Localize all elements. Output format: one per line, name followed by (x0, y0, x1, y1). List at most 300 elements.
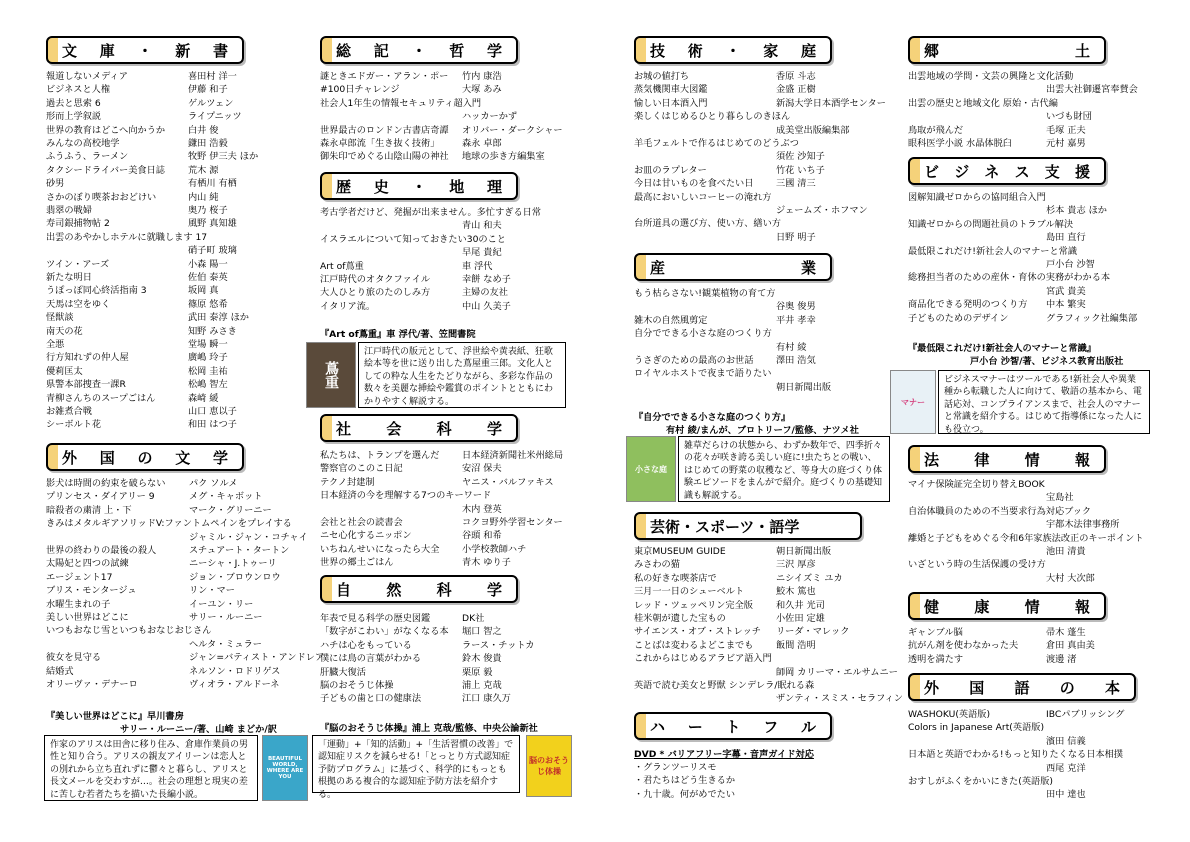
book-row (46, 231, 276, 244)
book-author: 成美堂出版編集部 (776, 124, 850, 136)
book-row (46, 164, 276, 177)
book-title: 今日は甘いものを食べたい日 (634, 178, 754, 190)
book-author: 元村 嘉男 (1046, 138, 1086, 149)
book-row (908, 518, 1152, 531)
book-row (320, 516, 590, 529)
book-title: きみはメタルギアソリッドV:ファントムペインをプレイする (46, 518, 292, 530)
rec-title-shizen: 『脳のおそうじ体操』浦上 克哉/監修、中央公論新社 (320, 723, 538, 734)
book-author: 竹内 康浩 (462, 71, 502, 82)
book-title: 謎ときエドガー・アラン・ポー (320, 71, 449, 82)
book-row (634, 572, 904, 585)
dvd-item: ・君たちはどう生きるか (634, 775, 736, 787)
book-title: ふうふう、ラーメン (46, 151, 129, 163)
book-row (908, 110, 1152, 123)
book-title: 美しい世界はどこに (46, 612, 129, 623)
book-title: ロイヤルホストで夜まで語りたい (634, 368, 772, 380)
book-row (908, 653, 1152, 666)
book-row (908, 245, 1152, 258)
book-title: テクノ封建制 (320, 476, 375, 488)
book-author: 倉田 真由美 (1046, 640, 1095, 652)
book-author: オリバー・ダークシャー (462, 124, 563, 136)
book-row (320, 692, 590, 705)
book-title: タクシードライバー美食日誌 (46, 164, 165, 176)
book-row (634, 124, 904, 137)
book-author: 杉本 貴志 ほか (1046, 205, 1107, 217)
book-author: 日野 明子 (776, 231, 816, 243)
book-row (634, 314, 904, 327)
book-row (634, 287, 904, 300)
book-title: うさぎのための最高のお世話 (634, 355, 754, 366)
book-author: 栗原 毅 (462, 666, 493, 678)
book-row (320, 666, 590, 679)
book-title: 翡翠の戦婦 (46, 205, 92, 216)
book-author: 森永 卓郎 (462, 138, 502, 149)
rec-description-rekishi: 江戸時代の版元として、浮世絵や黄表紙、狂歌絵本等を世に送り出した蔦屋重三郎。文化人としての粋な人生をたどりながら、多彩な作品の数々を美麗な挿絵や鑑賞のポイントとともにわかりやすく解説する。 (358, 342, 566, 408)
book-author: マーク・グリーニー (189, 504, 272, 516)
book-author: 谷奥 俊男 (776, 301, 816, 313)
book-title: 報道しないメディア (46, 71, 128, 82)
book-title: 南天の花 (46, 325, 83, 337)
book-author: 鮫木 篤也 (776, 586, 816, 598)
book-row (46, 311, 276, 324)
section-heading-gaikokugo: 外 国 語 の 本 (908, 673, 1136, 701)
book-author: 師岡 カリーマ・エルサムニー (776, 666, 898, 678)
book-title: レッド・ツェッペリン完全版 (634, 599, 753, 611)
book-author: 竹花 いち子 (776, 164, 825, 176)
book-row (46, 598, 306, 611)
book-title: 暗殺者の粛清 上・下 (46, 504, 132, 516)
book-row (320, 273, 590, 286)
book-title: Colors in Japanese Art(英語版) (908, 722, 1045, 734)
book-title: 会社と社会の読書会 (320, 517, 403, 528)
book-author: 須佐 沙知子 (776, 151, 825, 163)
book-title: いつもおなじ雪といつもおなじおじさん (46, 625, 212, 637)
book-author: 西尾 克洋 (1046, 762, 1086, 774)
book-row (908, 218, 1152, 231)
book-title: 出雲の歴史と地域文化 原始・古代編 (908, 97, 1058, 109)
book-row (634, 341, 904, 354)
book-author: パク ソルメ (189, 478, 238, 489)
book-author: 島田 直行 (1046, 232, 1086, 244)
book-author: 坂岡 真 (188, 285, 219, 297)
book-author: 日本経済新聞社米州総局 (462, 450, 564, 461)
book-author: 小森 陽一 (188, 258, 228, 270)
rec-title-business: 『最低限これだけ!新社会人のマナーと常識』 (908, 343, 1096, 354)
book-author: 浦上 克哉 (462, 680, 502, 691)
book-row (46, 638, 306, 651)
book-row (46, 217, 276, 230)
book-title: 世界の終わりの最後の殺人 (46, 545, 157, 556)
book-row (46, 137, 276, 150)
book-author: 佐伯 泰英 (188, 272, 228, 283)
book-row (46, 83, 276, 96)
book-title: 砂男 (46, 178, 65, 190)
book-title: 全悪 (46, 339, 65, 350)
book-row (320, 150, 590, 163)
book-row (320, 233, 590, 246)
book-author: ニーシャ・J.トゥーリ (189, 558, 277, 570)
section-heading-business: ビ ジ ネ ス 支 援 (908, 157, 1106, 185)
book-author: 牧野 伊三夫 ほか (188, 151, 259, 163)
book-title: 子どものためのデザイン (908, 312, 1009, 324)
book-title: これからはじめるアラビア語入門 (634, 653, 772, 665)
book-row (46, 571, 306, 584)
book-title: 出雲のあやかしホテルに就職します 17 (46, 231, 208, 243)
book-title: サイエンス・オブ・ストレッチ (634, 626, 761, 638)
book-title: ビジネスと人権 (46, 84, 111, 96)
book-author: 宮武 貴美 (1046, 285, 1086, 297)
book-author: 硝子町 玻璃 (188, 245, 237, 257)
book-row (908, 748, 1152, 761)
book-author: 和久井 光司 (776, 599, 825, 611)
section-heading-sangyo: 産 業 (634, 253, 832, 281)
book-title: 図解知識ゼロからの協同組合入門 (908, 192, 1046, 203)
book-title: 寿司銀捕物帖 2 (46, 218, 110, 230)
book-title: 水曜生まれの子 (46, 598, 111, 610)
book-row (908, 285, 1152, 298)
book-title: エージェント17 (46, 571, 113, 583)
book-row (908, 97, 1152, 110)
book-author: 青木 ゆり子 (462, 557, 511, 569)
rec-author-gaikoku: サリー・ルーニー/著、山崎 まどか/訳 (120, 724, 277, 735)
book-title: みんなの高校地学 (46, 138, 120, 149)
book-row (634, 558, 904, 571)
book-author: 毛塚 正夫 (1046, 124, 1086, 136)
book-row (46, 405, 276, 418)
book-row (908, 312, 1152, 325)
book-author: 奥乃 桜子 (188, 205, 228, 216)
book-row (46, 651, 325, 664)
book-title: 考古学者だけど、発掘が出来ません。多忙すぎる日常 (320, 207, 542, 218)
book-row (634, 300, 904, 313)
book-author: ザンティ・スミス・セラフィン (776, 693, 903, 705)
book-title: 透明を満たす (908, 653, 964, 665)
section-heading-heart: ハ ー ト フ ル (634, 712, 832, 740)
book-title: 江戸時代のオタクファイル (320, 274, 431, 285)
book-author: 木内 登英 (462, 503, 502, 515)
book-author: 地球の歩き方編集室 (462, 151, 545, 163)
book-row (634, 110, 904, 123)
book-author: 堂場 瞬一 (188, 339, 228, 350)
rec-description-shizen: 「運動」+「知的活動」+「生活習慣の改善」で認知症リスクを減らせる!「とっとり方式認知症予防プログラム」に基づく、科学的にもっとも根拠のある複合的な認知症予防方法を紹介する。 (312, 735, 520, 793)
book-author: 荒木 源 (188, 164, 219, 176)
dvd-item: ・九十歳。何がめでたい (634, 788, 736, 800)
book-row (320, 206, 590, 219)
book-row (908, 478, 1152, 491)
book-author: 山口 恵以子 (188, 406, 237, 417)
book-author: IBCパブリッシング (1046, 709, 1125, 720)
section-heading-kyodo: 郷 土 (908, 36, 1106, 64)
book-row (634, 367, 904, 380)
rec-description-gaikoku: 作家のアリスは田舎に移り住み、倉庫作業員の男性と知り合う。アリスの親友アイリーンは恋人との別れから立ち直れずに鬱々と暮らし、アリスと長文メールを交わすが…。社会の理想と現実の差に苦しむ若者たちを描いた長編小説。 (44, 735, 258, 801)
book-row (634, 354, 904, 367)
book-author: 喜田村 洋一 (188, 71, 237, 82)
book-row (46, 611, 306, 624)
book-author: 幸餅 なめ子 (462, 274, 511, 285)
book-row (46, 365, 276, 378)
book-row (46, 271, 276, 284)
book-title: ギャンブル脳 (908, 627, 963, 638)
book-row (46, 378, 276, 391)
book-title: 最高においしいコーヒーの淹れ方 (634, 191, 772, 203)
book-author: 風野 真知雄 (188, 218, 237, 230)
book-title: WASHOKU(英語版) (908, 709, 991, 720)
book-title: 日本語と英語でわかる!もっと知りたくなる日本相撲 (908, 749, 1123, 761)
book-row (46, 665, 306, 678)
book-row (46, 110, 276, 123)
book-author: 田中 達也 (1046, 789, 1086, 801)
book-row (46, 490, 306, 503)
book-row (320, 124, 590, 137)
book-row (908, 775, 1152, 788)
book-author: 安沼 保夫 (462, 463, 502, 475)
book-title: 太陽妃と四つの試練 (46, 558, 129, 570)
book-author: 渡邊 渚 (1046, 653, 1077, 665)
section-heading-bunko: 文 庫 ・ 新 書 (46, 36, 244, 64)
book-row (320, 476, 590, 489)
dvd-item: ・グランツーリスモ (634, 762, 717, 773)
book-title: 森永卓郎流「生き抜く技術」 (320, 138, 440, 149)
book-title: 英語で読む美女と野獣 シンデレラ/眠れる森 (634, 680, 815, 691)
book-title: 世界の教育はどこへ向かうか (46, 124, 166, 136)
book-title: 知識ゼロからの問題社員のトラブル解決 (908, 218, 1074, 230)
section-heading-kenko: 健 康 情 報 (908, 592, 1106, 620)
book-title: シーボルト花 (46, 419, 102, 431)
book-author: 大塚 あみ (462, 84, 502, 96)
book-row (46, 177, 276, 190)
book-author: いづも財団 (1046, 111, 1092, 123)
section-heading-shizen: 自 然 科 学 (320, 575, 518, 603)
book-row (634, 599, 904, 612)
book-title: 新たな明日 (46, 272, 92, 283)
book-row (908, 491, 1152, 504)
book-row (908, 572, 1152, 585)
book-title: 桂米朝が遺した宝もの (634, 613, 726, 624)
book-row (320, 543, 590, 556)
book-title: 彼女を見守る (46, 652, 102, 664)
book-row (634, 191, 904, 204)
book-row (908, 271, 1152, 284)
book-title: #100日チャレンジ (320, 84, 400, 96)
book-row (634, 83, 904, 96)
book-title: お城の値打ち (634, 71, 690, 82)
book-title: ハチは心をもっている (320, 639, 412, 651)
book-row (320, 625, 590, 638)
book-row (46, 477, 306, 490)
book-row (46, 191, 276, 204)
book-cover-tsutaju: 蔦重 (306, 342, 356, 408)
book-title: 東京MUSEUM GUIDE (634, 546, 726, 557)
book-title: 自分でできる小さな庭のつくり方 (634, 328, 772, 340)
book-row (46, 284, 276, 297)
book-title: 総務担当者のための産休・育休の実務がわかる本 (908, 272, 1111, 284)
book-title: いちねんせいになったら大全 (320, 543, 440, 555)
book-row (320, 83, 590, 96)
book-author: ネルソン・ロドリゲス (189, 665, 281, 677)
book-title: Art of蔦重 (320, 260, 364, 272)
book-author: ヴィオラ・アルドーネ (189, 679, 280, 690)
book-row (320, 612, 590, 625)
book-author: 松岡 圭祐 (188, 365, 228, 377)
book-author: 香原 斗志 (776, 71, 816, 82)
book-row (320, 556, 590, 569)
book-author: 平井 孝幸 (776, 314, 816, 326)
book-row (46, 97, 276, 110)
book-title: プリンセス・ダイアリー 9 (46, 491, 155, 503)
book-row (46, 584, 306, 597)
book-cover-small-garden: 小さな庭 (626, 436, 676, 502)
book-author: 伊藤 和子 (188, 84, 228, 96)
book-author: 宇都木法律事務所 (1046, 519, 1120, 531)
book-row (46, 338, 276, 351)
book-title: 私の好きな喫茶店で (634, 572, 717, 584)
book-author: 出雲大社御遷宮奉賛会 (1046, 84, 1138, 96)
book-title: 肝臓大復活 (320, 666, 366, 678)
book-title: 羊毛フェルトで作るはじめてのどうぶつ (634, 138, 799, 149)
book-row (908, 788, 1152, 801)
section-heading-horitsu: 法 律 情 報 (908, 445, 1106, 473)
book-row (320, 70, 590, 83)
book-author: スチュアート・タートン (189, 545, 290, 556)
section-heading-gijutsu: 技 術 ・ 家 庭 (634, 36, 832, 64)
book-row (634, 679, 904, 692)
book-row (634, 545, 904, 558)
book-row (908, 191, 1152, 204)
book-author: 廣嶋 玲子 (188, 352, 228, 364)
book-row (320, 110, 590, 123)
book-author: 大村 大次郎 (1046, 572, 1095, 584)
book-author: ハッカーかず (462, 111, 518, 123)
book-author: 小佐田 定雄 (776, 613, 825, 624)
book-row (634, 612, 904, 625)
book-cover-beautiful-world: BEAUTIFUL WORLD, WHERE ARE YOU (262, 735, 308, 801)
book-row (634, 217, 904, 230)
book-cover-manners: マナー (890, 370, 936, 434)
book-row (908, 298, 1152, 311)
book-title: さかのぼり喫茶おおどけい (46, 191, 157, 203)
book-author: DK社 (462, 613, 485, 624)
book-row (46, 517, 306, 530)
book-row (320, 679, 590, 692)
book-row (320, 462, 590, 475)
book-author: 三沢 厚彦 (776, 559, 816, 571)
book-row (634, 164, 904, 177)
book-author: 帚木 蓬生 (1046, 627, 1086, 638)
book-title: いざという時の生活保護の受け方 (908, 559, 1046, 571)
book-row (46, 70, 276, 83)
book-author: 主婦の友社 (462, 287, 508, 299)
book-author: 知野 みさき (188, 325, 237, 337)
book-row (908, 505, 1152, 518)
book-author: 堀口 智之 (462, 626, 502, 638)
book-author: 青山 和夫 (462, 220, 502, 232)
book-row (320, 219, 590, 232)
book-row (320, 529, 590, 542)
book-title: 愉しい日本酒入門 (634, 97, 708, 109)
book-title: 優莉匡太 (46, 365, 83, 377)
book-author: サリー・ルーニー (189, 612, 263, 623)
section-heading-souki: 総 記 ・ 哲 学 (320, 36, 518, 64)
book-cover-noh-osouji: 脳のおそうじ体操 (526, 735, 572, 797)
book-row (320, 449, 590, 462)
rec-author-business: 戸小台 沙智/著、ビジネス教育出版社 (970, 356, 1124, 367)
book-author: 篠原 悠希 (188, 298, 228, 310)
book-title: 離婚と子どもをめぐる令和6年家族法改正のキーポイント (908, 532, 1144, 544)
book-title: 僕には鳥の言葉がわかる (320, 653, 422, 665)
book-row (908, 532, 1152, 545)
rec-title-gaikoku: 『美しい世界はどこに』早川書房 (46, 711, 184, 722)
rec-description-business: ビジネスマナーはツールである!新社会人や異業種から転職した人に向けて、敬語の基本から、電話応対、コンプライアンスまで、社会人のマナーと常識を紹介する。はじめて指導係になった人にも役立つ。 (938, 370, 1150, 434)
book-author: 早尾 貴紀 (462, 247, 502, 259)
book-title: うぽっぽ同心終活指南 3 (46, 285, 147, 297)
book-title: 行方知れずの仲人屋 (46, 352, 129, 364)
book-title: 警察官のこのこ日記 (320, 463, 403, 475)
book-title: 県警本部捜査一課R (46, 379, 126, 391)
book-author: 車 浮代 (462, 260, 493, 272)
book-row (634, 652, 904, 665)
book-row (46, 624, 306, 637)
book-author: 武田 泰淳 ほか (188, 312, 249, 324)
book-row (908, 258, 1152, 271)
book-row (908, 626, 1152, 639)
book-title: 天馬は空をゆく (46, 298, 111, 310)
book-title: お皿のラプレター (634, 164, 707, 176)
book-row (46, 544, 306, 557)
book-author: 朝日新聞出版 (776, 381, 832, 393)
book-title: お雑煮合戦 (46, 406, 92, 417)
book-author: 内山 純 (188, 191, 219, 203)
book-row (634, 625, 904, 638)
book-author: 白井 俊 (188, 124, 219, 136)
book-author: リーダ・マレック (776, 626, 850, 638)
book-row (46, 392, 276, 405)
rec-title-sangyo: 『自分でできる小さな庭のつくり方』 (634, 412, 791, 423)
book-title: もう枯らさない!観葉植物の育て方 (634, 288, 776, 299)
book-title: 楽しくはじめるひとり暮らしのきほん (634, 111, 791, 123)
book-row (634, 137, 904, 150)
book-title: ブリス・モンタージュ (46, 585, 137, 597)
book-row (634, 177, 904, 190)
book-title: 商品化できる発明のつくり方 (908, 299, 1028, 311)
book-row (634, 666, 904, 679)
book-author: 池田 清貴 (1046, 546, 1086, 557)
book-title: 抗がん剤を使わなかった夫 (908, 640, 1019, 652)
book-title: ツイン・アーズ (46, 258, 110, 270)
book-row (320, 652, 590, 665)
book-row (908, 545, 1152, 558)
rec-title-rekishi: 『Art of蔦重』車 浮代/著、笠間書院 (320, 329, 476, 340)
book-row (46, 504, 306, 517)
book-row (908, 721, 1152, 734)
book-author: コクヨ野外学習センター (462, 517, 563, 528)
book-title: 最低限これだけ!新社会人のマナーと常識 (908, 245, 1078, 257)
book-row (908, 639, 1152, 652)
book-title: 三月一一日のシューベルト (634, 586, 745, 598)
book-row (634, 692, 904, 705)
book-author: 松嶋 智左 (188, 379, 228, 391)
book-row (320, 503, 590, 516)
book-title: マイナ保険証完全切り替えBOOK (908, 479, 1045, 490)
book-row (634, 327, 904, 340)
book-title: 世界の郷土ごはん (320, 557, 394, 569)
book-row (320, 639, 590, 652)
book-title: 鳥取が飛んだ (908, 124, 964, 136)
book-author: 金盛 正樹 (776, 84, 816, 96)
book-author: ヘルタ・ミュラー (189, 638, 262, 650)
book-title: 出雲地域の学問・文芸の興隆と文化活動 (908, 71, 1074, 82)
book-title: 青柳さんちのスープごはん (46, 392, 156, 404)
book-title: 世界最古のロンドン古書店奇譚 (320, 124, 449, 136)
